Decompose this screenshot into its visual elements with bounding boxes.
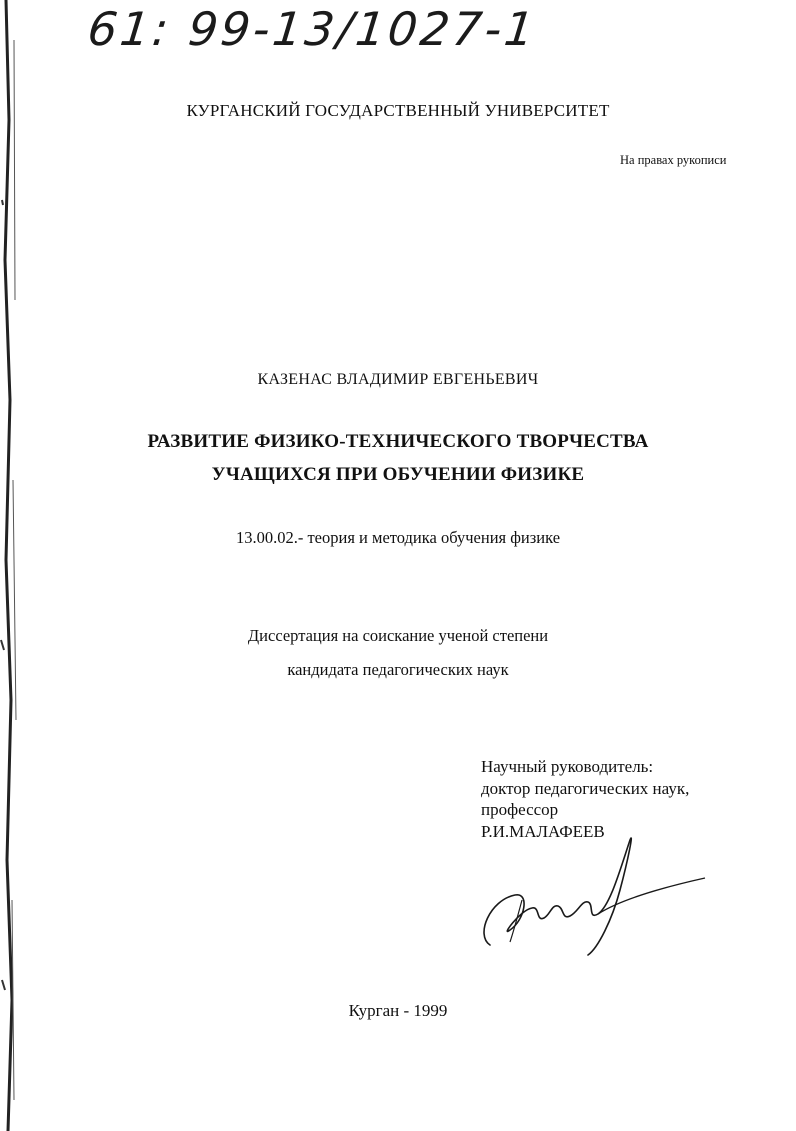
university-name: КУРГАНСКИЙ ГОСУДАРСТВЕННЫЙ УНИВЕРСИТЕТ [186, 101, 610, 120]
supervisor-name: Р.И.МАЛАФЕЕВ [481, 822, 605, 841]
degree-line-2: кандидата педагогических наук [287, 660, 509, 679]
supervisor-rank: профессор [481, 800, 559, 819]
rights-notice: На правах рукописи [620, 153, 727, 167]
degree-line-1: Диссертация на соискание ученой степени [247, 626, 549, 645]
handwritten-signature [470, 830, 720, 960]
supervisor-degree: доктор педагогических наук, [481, 779, 690, 798]
specialty-code: 13.00.02.- теория и методика обучения физике [235, 528, 561, 547]
handwritten-call-number: 61: 99-13/1027-1 [85, 2, 540, 56]
dissertation-title-line-2: УЧАЩИХСЯ ПРИ ОБУЧЕНИИ ФИЗИКЕ [211, 464, 585, 485]
scan-edge-artifact [0, 0, 22, 1131]
city-year: Курган - 1999 [348, 1001, 448, 1020]
supervisor-role: Научный руководитель: [481, 757, 654, 776]
dissertation-title-line-1: РАЗВИТИЕ ФИЗИКО-ТЕХНИЧЕСКОГО ТВОРЧЕСТВА [147, 431, 649, 452]
author-name: КАЗЕНАС ВЛАДИМИР ЕВГЕНЬЕВИЧ [257, 371, 539, 388]
